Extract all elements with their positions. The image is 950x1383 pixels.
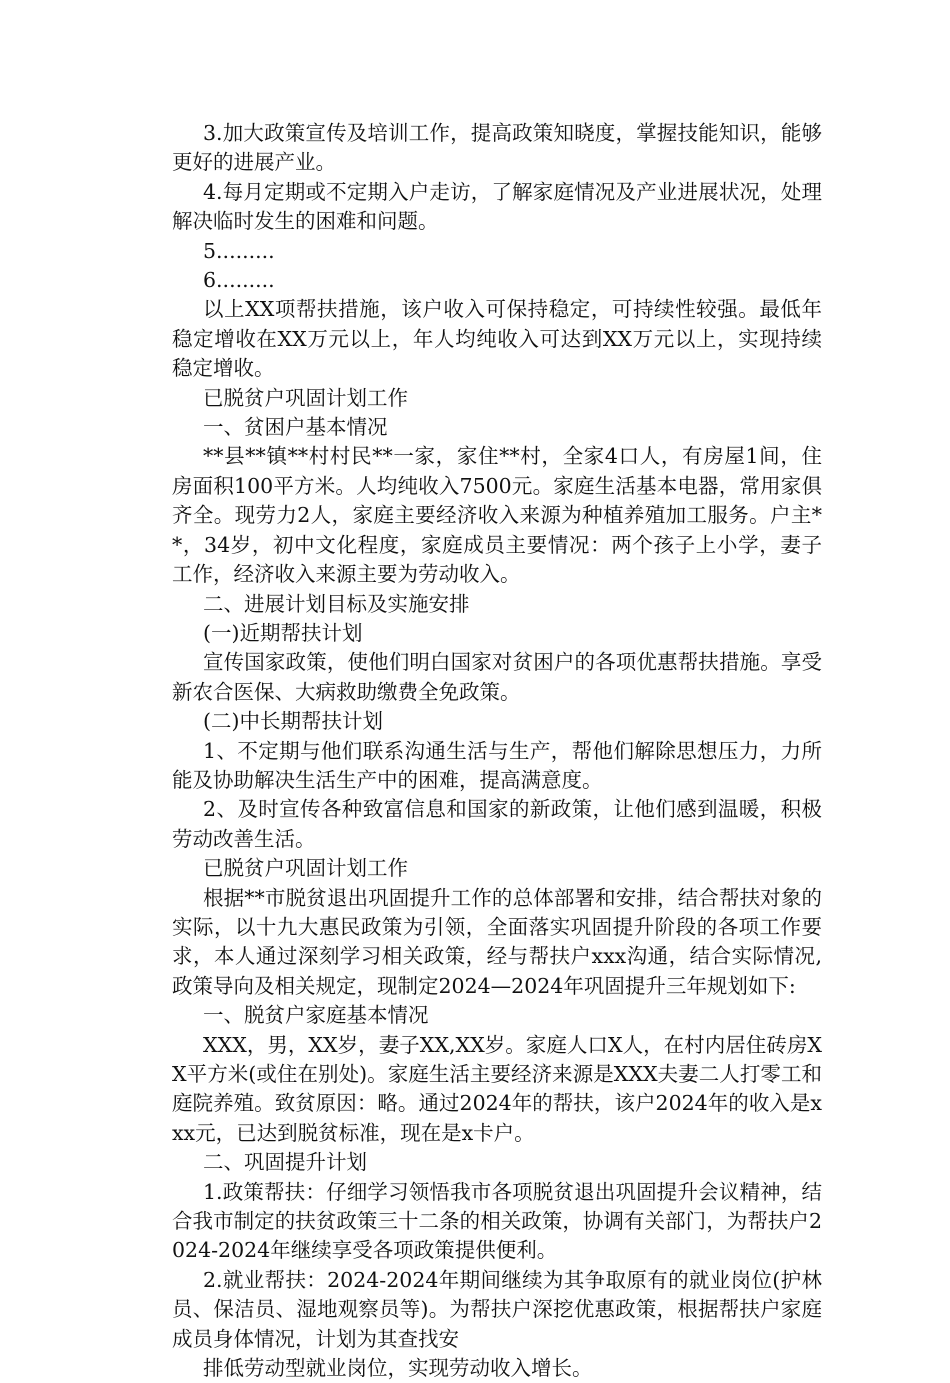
- section-title-plan-work: 已脱贫户巩固计划工作: [203, 385, 408, 410]
- paragraph-policy-support: 1.政策帮扶：仔细学习领悟我市各项脱贫退出巩固提升会议精神，结合我市制定的扶贫政策三十二条的相关政策，协调有关部门，为帮扶户2024-2024年继续享受各项政策提供便利。: [172, 1179, 822, 1263]
- heading-long-term-plan: (二)中长期帮扶计划: [203, 709, 383, 734]
- heading-basic-info: 一、贫困户基本情况: [203, 415, 388, 440]
- paragraph-employment-continued: 排低劳动型就业岗位，实现劳动收入增长。: [203, 1356, 593, 1381]
- paragraph-long-term-2: 2、及时宣传各种致富信息和国家的新政策，让他们感到温暖，积极劳动改善生活。: [172, 797, 822, 851]
- heading-family-info: 一、脱贫户家庭基本情况: [203, 1003, 429, 1028]
- paragraph-item-3: 3.加大政策宣传及培训工作，提高政策知晓度，掌握技能知识，能够更好的进展产业。: [172, 121, 822, 175]
- paragraph-summary: 以上XX项帮扶措施，该户收入可保持稳定，可持续性较强。最低年稳定增收在XX万元以上，年人均纯收入可达到XX万元以上，实现持续稳定增收。: [172, 297, 822, 381]
- heading-consolidation-plan: 二、巩固提升计划: [203, 1150, 367, 1175]
- section-title-plan-work-2: 已脱贫户巩固计划工作: [203, 856, 408, 881]
- paragraph-employment-support: 2.就业帮扶：2024-2024年期间继续为其争取原有的就业岗位(护林员、保洁员、湿地观察员等)。为帮扶户深挖优惠政策，根据帮扶户家庭成员身体情况，计划为其查找安: [172, 1267, 822, 1351]
- paragraph-item-5: 5.........: [203, 238, 275, 263]
- document-body: [172, 119, 822, 1383]
- paragraph-family-info: XXX，男，XX岁，妻子XX,XX岁。家庭人口X人，在村内居住砖房XX平方米(或住在别处)。家庭生活主要经济来源是XXX夫妻二人打零工和庭院养殖。致贫原因：略。通过2024年的帮扶，该户2024年的收入是xxx元，已达到脱贫标准，现在是x卡户。: [172, 1032, 822, 1145]
- paragraph-long-term-1: 1、不定期与他们联系沟通生活与生产，帮他们解除思想压力，力所能及协助解决生活生产中的困难，提高满意度。: [172, 738, 822, 792]
- paragraph-item-4: 4.每月定期或不定期入户走访，了解家庭情况及产业进展状况，处理解决临时发生的困难和问题。: [172, 179, 822, 234]
- paragraph-item-6: 6.........: [203, 268, 275, 293]
- heading-development-plan: 二、进展计划目标及实施安排: [203, 591, 470, 616]
- paragraph-introduction: 根据**市脱贫退出巩固提升工作的总体部署和安排，结合帮扶对象的实际，以十九大惠民政策为引领，全面落实巩固提升阶段的各项工作要求，本人通过深刻学习相关政策，经与帮扶户xxx沟通，结合实际情况,政策导向及相关规定，现制定2024—2024年巩固提升三年规划如下:: [172, 885, 822, 998]
- paragraph-household-info: **县**镇**村村民**一家，家住**村，全家4口人，有房屋1间，住房面积100平方米。人均纯收入7500元。家庭生活基本电器，常用家俱齐全。现劳力2人，家庭主要经济收入来源为种植养殖加工服务。户主**，34岁，初中文化程度，家庭成员主要情况：两个孩子上小学，妻子工作，经济收入来源主要为劳动收入。: [172, 444, 822, 587]
- heading-near-term-plan: (一)近期帮扶计划: [203, 620, 363, 645]
- paragraph-near-term-plan: 宣传国家政策，使他们明白国家对贫困户的各项优惠帮扶措施。享受新农合医保、大病救助缴费全免政策。: [172, 650, 822, 704]
